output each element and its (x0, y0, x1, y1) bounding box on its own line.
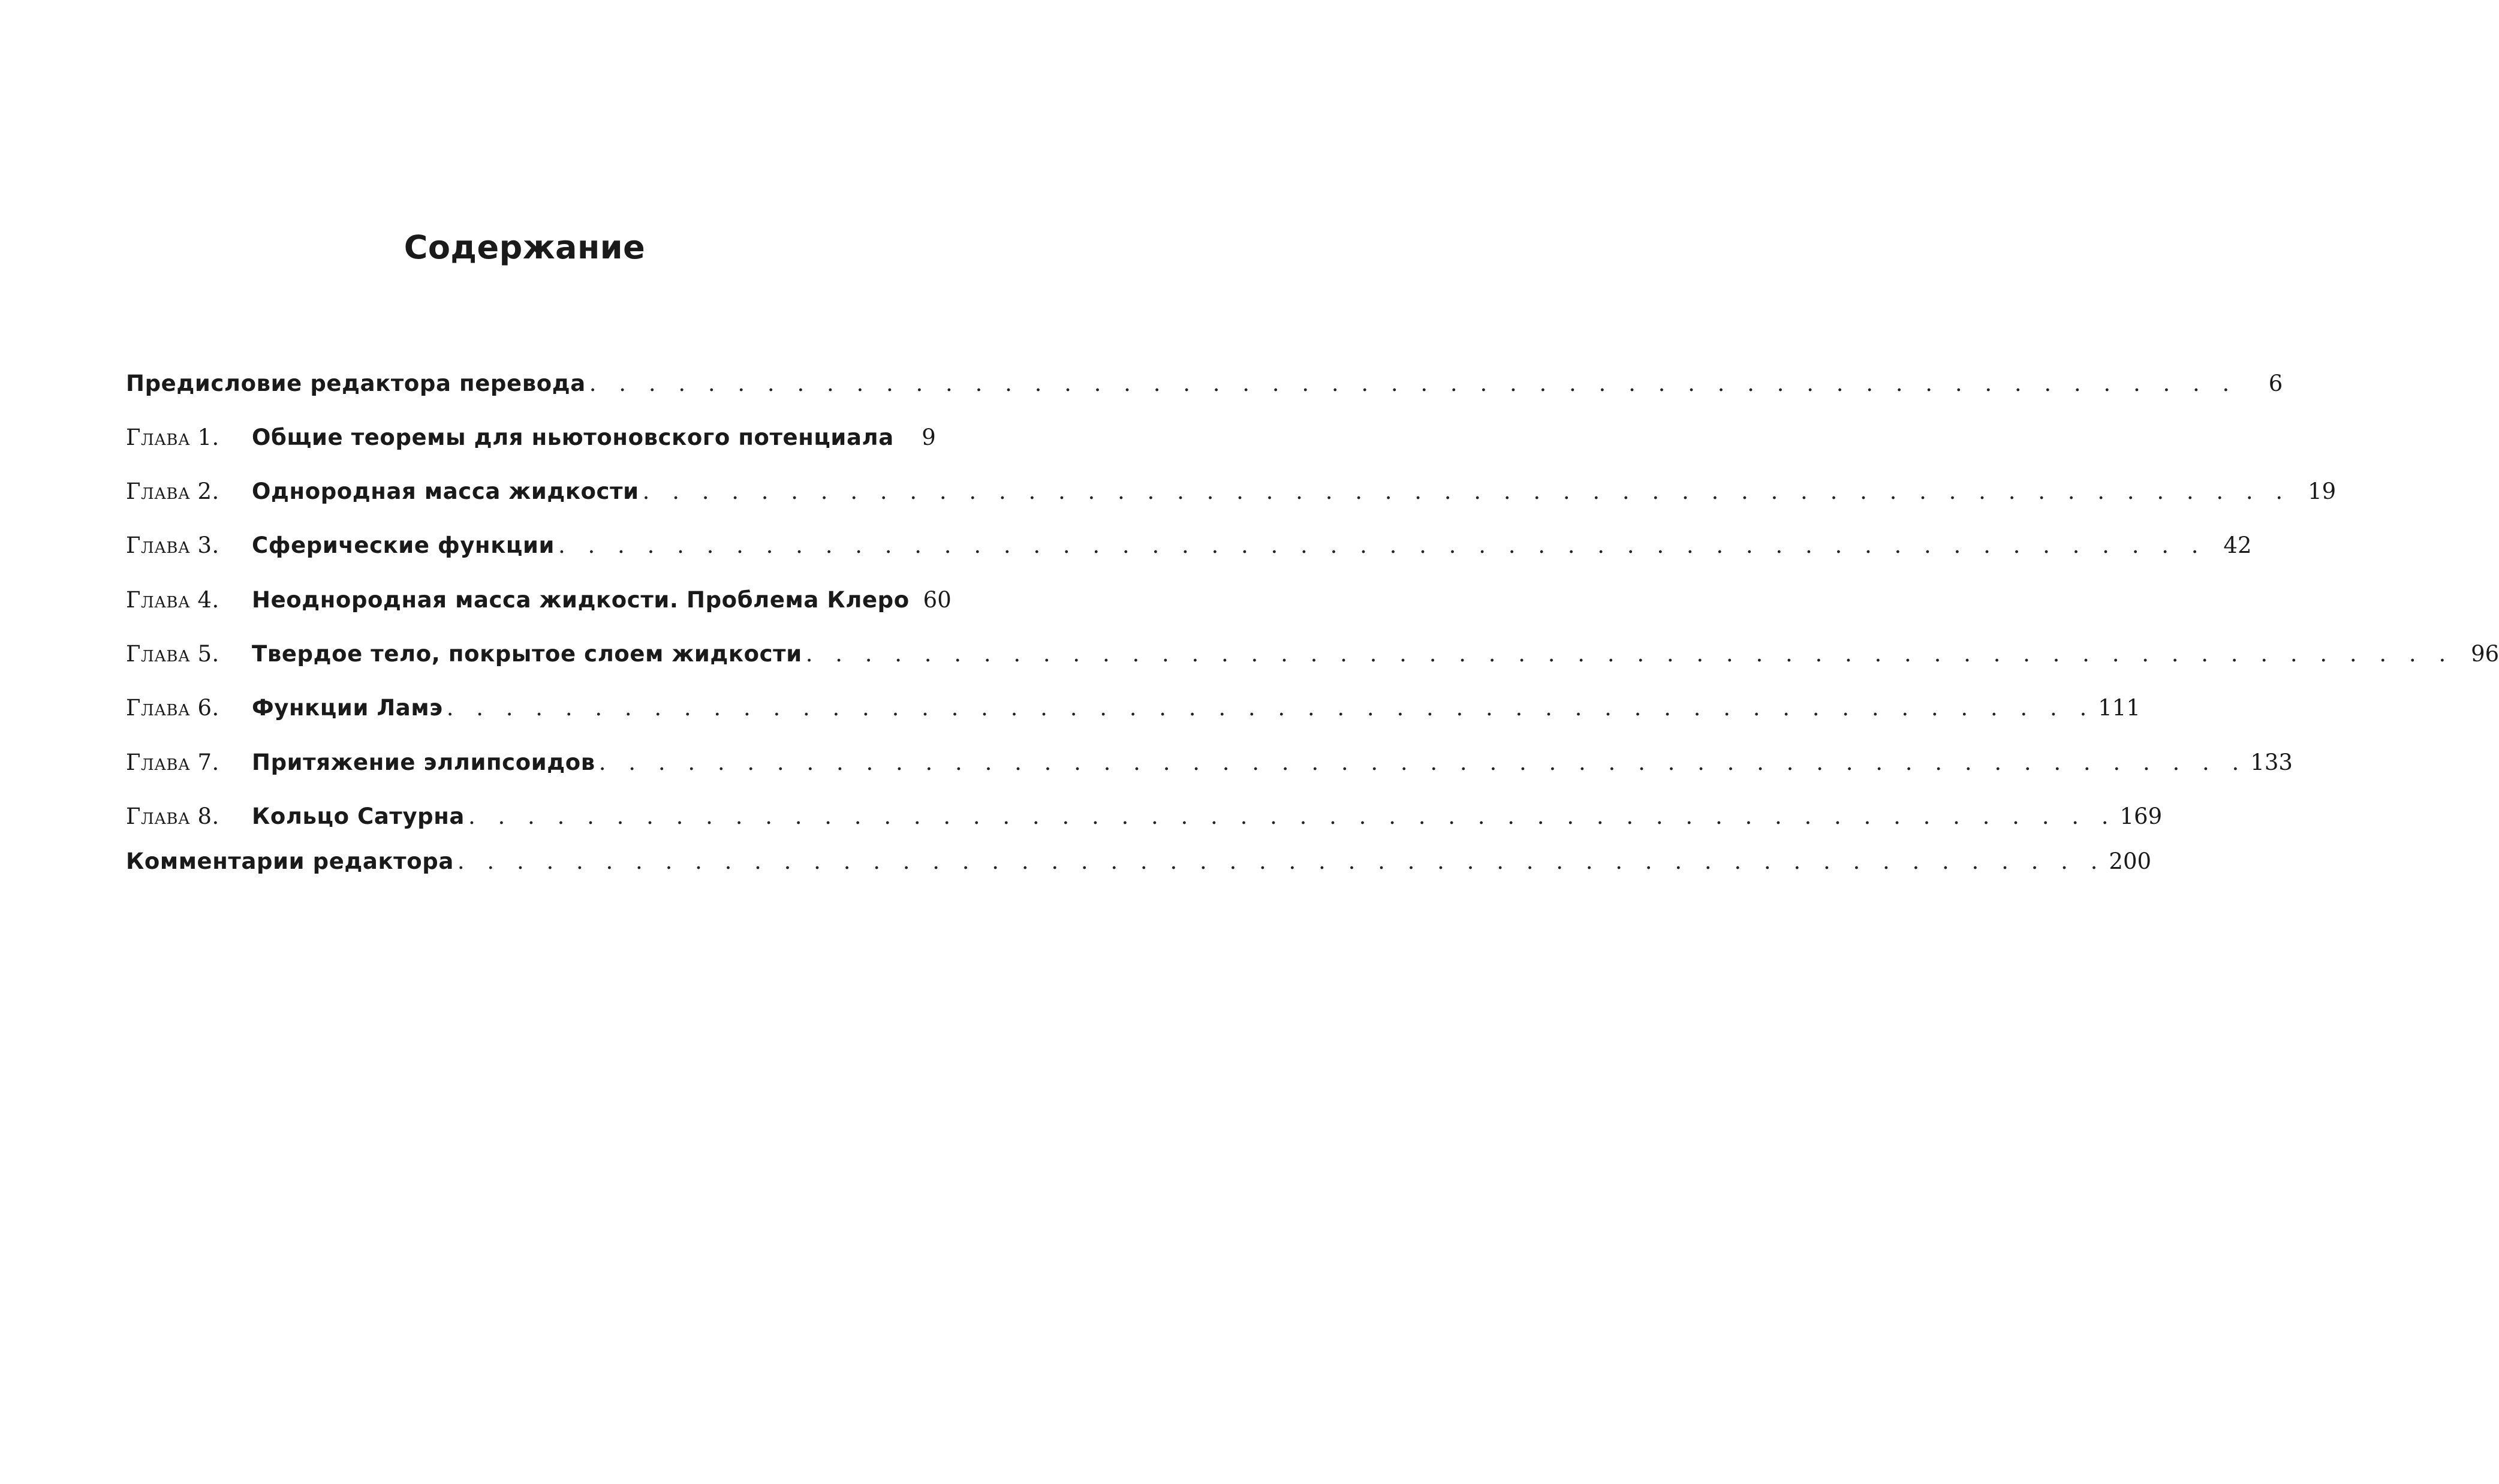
toc-entry-chapter-3[interactable] (126, 532, 2252, 568)
toc-entry-title: Однородная масса жидкости (252, 478, 639, 504)
table-of-contents (126, 0, 2499, 1484)
toc-entry-title: Предисловие редактора перевода (126, 371, 586, 396)
toc-page-number: 9 (922, 425, 936, 450)
chapter-label: Глава 4. (126, 587, 219, 613)
toc-entry-comments[interactable] (126, 848, 2152, 884)
toc-page-number: 19 (2308, 478, 2337, 504)
toc-page-number: 42 (2223, 532, 2252, 558)
chapter-label: Глава 8. (126, 803, 219, 829)
toc-entry-title: Сферические функции (252, 532, 555, 558)
toc-entry-chapter-4[interactable] (126, 587, 952, 623)
toc-page-number: 200 (2109, 848, 2152, 874)
toc-entry-chapter-1[interactable] (126, 425, 936, 460)
toc-entry-title: Притяжение эллипсоидов (252, 749, 595, 775)
dot-leader: . . . . . . . . . . . . . . . . . . . . . . . . . . . . . . . . . . . . . . . . . . . . . . . . . . . . . . . . (457, 848, 2106, 874)
dot-leader: . . . . . . . . . . . . . . . . . . . . . . . . . . . . . . . . . . . . . . . . . . . . . . . . . . . . . . . . (642, 478, 2291, 504)
toc-page-number: 169 (2119, 803, 2163, 829)
toc-entry-chapter-2[interactable] (126, 478, 2337, 514)
chapter-label: Глава 2. (126, 478, 219, 504)
toc-entry-title: Общие теоремы для ньютоновского потенциала (252, 425, 894, 450)
dot-leader: . . . . . . . . . . . . . . . . . . . . . . . . . . . . . . . . . . . . . . . . . . . . . . . . . . . . . . . . (468, 803, 2116, 829)
chapter-label: Глава 3. (126, 532, 219, 558)
toc-entry-chapter-8[interactable] (126, 803, 2163, 839)
dot-leader: . . . . . . . . . . . . . . . . . . . . . . . . . . . . . . . . . . . . . . . . . . . . . . . . . . . . . . . . (598, 749, 2247, 775)
toc-page-number: 96 (2471, 641, 2499, 667)
page-title: Содержание (404, 228, 646, 266)
toc-entry-title: Кольцо Сатурна (252, 803, 465, 829)
toc-page-number: 60 (923, 587, 952, 613)
chapter-label: Глава 5. (126, 641, 219, 667)
toc-entry-chapter-7[interactable] (126, 749, 2293, 785)
toc-page-number: 6 (2268, 371, 2283, 396)
toc-entry-chapter-5[interactable] (126, 641, 2499, 677)
toc-entry-title: Твердое тело, покрытое слоем жидкости (252, 641, 802, 667)
toc-page-number: 133 (2250, 749, 2293, 775)
chapter-label: Глава 7. (126, 749, 219, 775)
dot-leader: . . . . . . . . . . . . . . . . . . . . . . . . . . . . . . . . . . . . . . . . . . . . . . . . . . . . . . . . (589, 371, 2238, 396)
chapter-label: Глава 6. (126, 695, 219, 721)
toc-entry-title: Комментарии редактора (126, 848, 454, 874)
toc-entry-title: Неоднородная масса жидкости. Проблема Клеро (252, 587, 910, 613)
dot-leader: . . . . . . . . . . . . . . . . . . . . . . . . . . . . . . . . . . . . . . . . . . . . . . . . . . . . . . . . (805, 641, 2454, 667)
toc-page-number: 111 (2098, 695, 2140, 721)
dot-leader: . . . . . . . . . . . . . . . . . . . . . . . . . . . . . . . . . . . . . . . . . . . . . . . . . . . . . . . . (446, 695, 2095, 721)
dot-leader: . . . . . . . . . . . . . . . . . . . . . . . . . . . . . . . . . . . . . . . . . . . . . . . . . . . . . . . . (558, 532, 2206, 558)
chapter-label: Глава 1. (126, 425, 219, 450)
toc-entry-preface[interactable] (126, 371, 2283, 407)
toc-entry-chapter-6[interactable] (126, 695, 2140, 731)
toc-entry-title: Функции Ламэ (252, 695, 443, 721)
